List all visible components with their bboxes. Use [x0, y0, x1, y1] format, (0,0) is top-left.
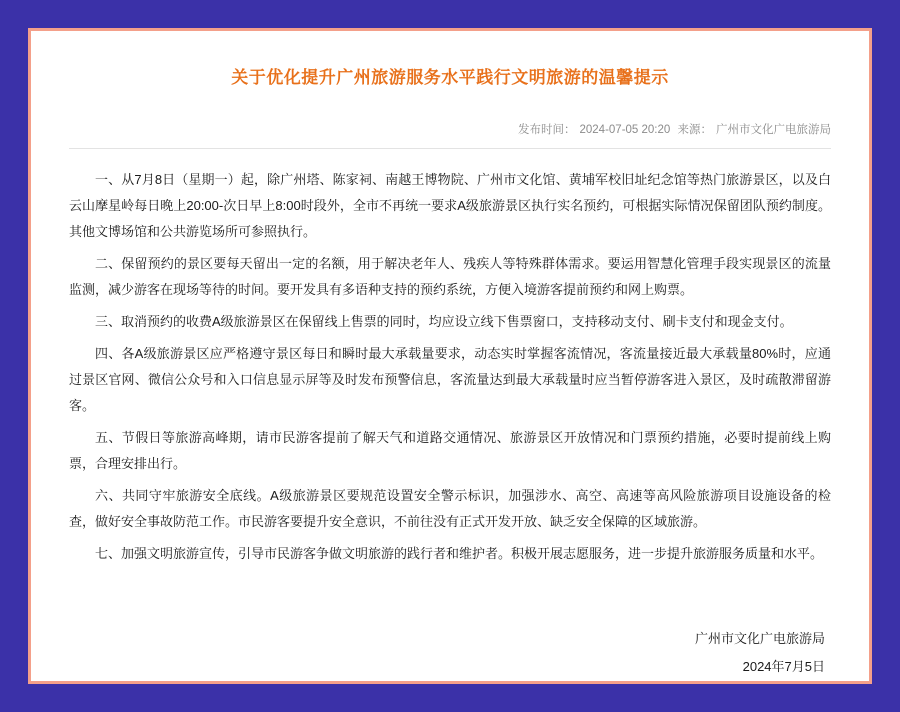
- publish-time-value: 2024-07-05 20:20: [579, 123, 671, 136]
- document-card: [28, 28, 872, 684]
- paragraph-5: 五、节假日等旅游高峰期，请市民游客提前了解天气和道路交通情况、旅游景区开放情况和门票预约措施，必要时提前线上购票，合理安排出行。: [69, 429, 831, 471]
- signature-org: 广州市文化广电旅游局: [694, 630, 825, 646]
- publish-time-label: 发布时间：: [517, 123, 576, 136]
- signature-date: 2024年7月5日: [742, 659, 825, 675]
- paragraph-1: 一、从7月8日（星期一）起，除广州塔、陈家祠、南越王博物院、广州市文化馆、黄埔军校旧址纪念馆等热门旅游景区，以及白云山摩星岭每日晚上20:00-次日早上8:00时段外，全市不再统一要求A级旅游景区执行实名预约，可根据实际情况保留团队预约制度。其他文博场馆和公共游览场所可参照执行。: [69, 171, 831, 239]
- paragraph-2: 二、保留预约的景区要每天留出一定的名额，用于解决老年人、残疾人等特殊群体需求。要运用智慧化管理手段实现景区的流量监测，减少游客在现场等待的时间。要开发具有多语种支持的预约系统，方便入境游客提前预约和网上购票。: [69, 255, 831, 297]
- source-label: 来源：: [677, 123, 712, 136]
- paragraph-7: 七、加强文明旅游宣传，引导市民游客争做文明旅游的践行者和维护者。积极开展志愿服务，进一步提升旅游服务质量和水平。: [95, 545, 824, 561]
- page-title: 关于优化提升广州旅游服务水平践行文明旅游的温馨提示: [231, 68, 669, 87]
- paragraph-6: 六、共同守牢旅游安全底线。A级旅游景区要规范设置安全警示标识，加强涉水、高空、高速等高风险旅游项目设施设备的检查，做好安全事故防范工作。市民游客要提升安全意识，不前往没有正式开发开放、缺乏安全保障的区域旅游。: [69, 487, 831, 529]
- paragraph-3: 三、取消预约的收费A级旅游景区在保留线上售票的同时，均应设立线下售票窗口，支持移动支付、刷卡支付和现金支付。: [95, 313, 793, 329]
- document-inner: [31, 31, 869, 681]
- document-meta: [69, 91, 831, 148]
- document-body: [69, 149, 831, 567]
- signature-block: [69, 625, 831, 682]
- source-value: 广州市文化广电旅游局: [716, 123, 831, 136]
- paragraph-4: 四、各A级旅游景区应严格遵守景区每日和瞬时最大承载量要求，动态实时掌握客流情况，客流量接近最大承载量80%时，应通过景区官网、微信公众号和入口信息显示屏等及时发布预警信息，客流量达到最大承载量时应当暂停游客进入景区，及时疏散滞留游客。: [69, 345, 831, 413]
